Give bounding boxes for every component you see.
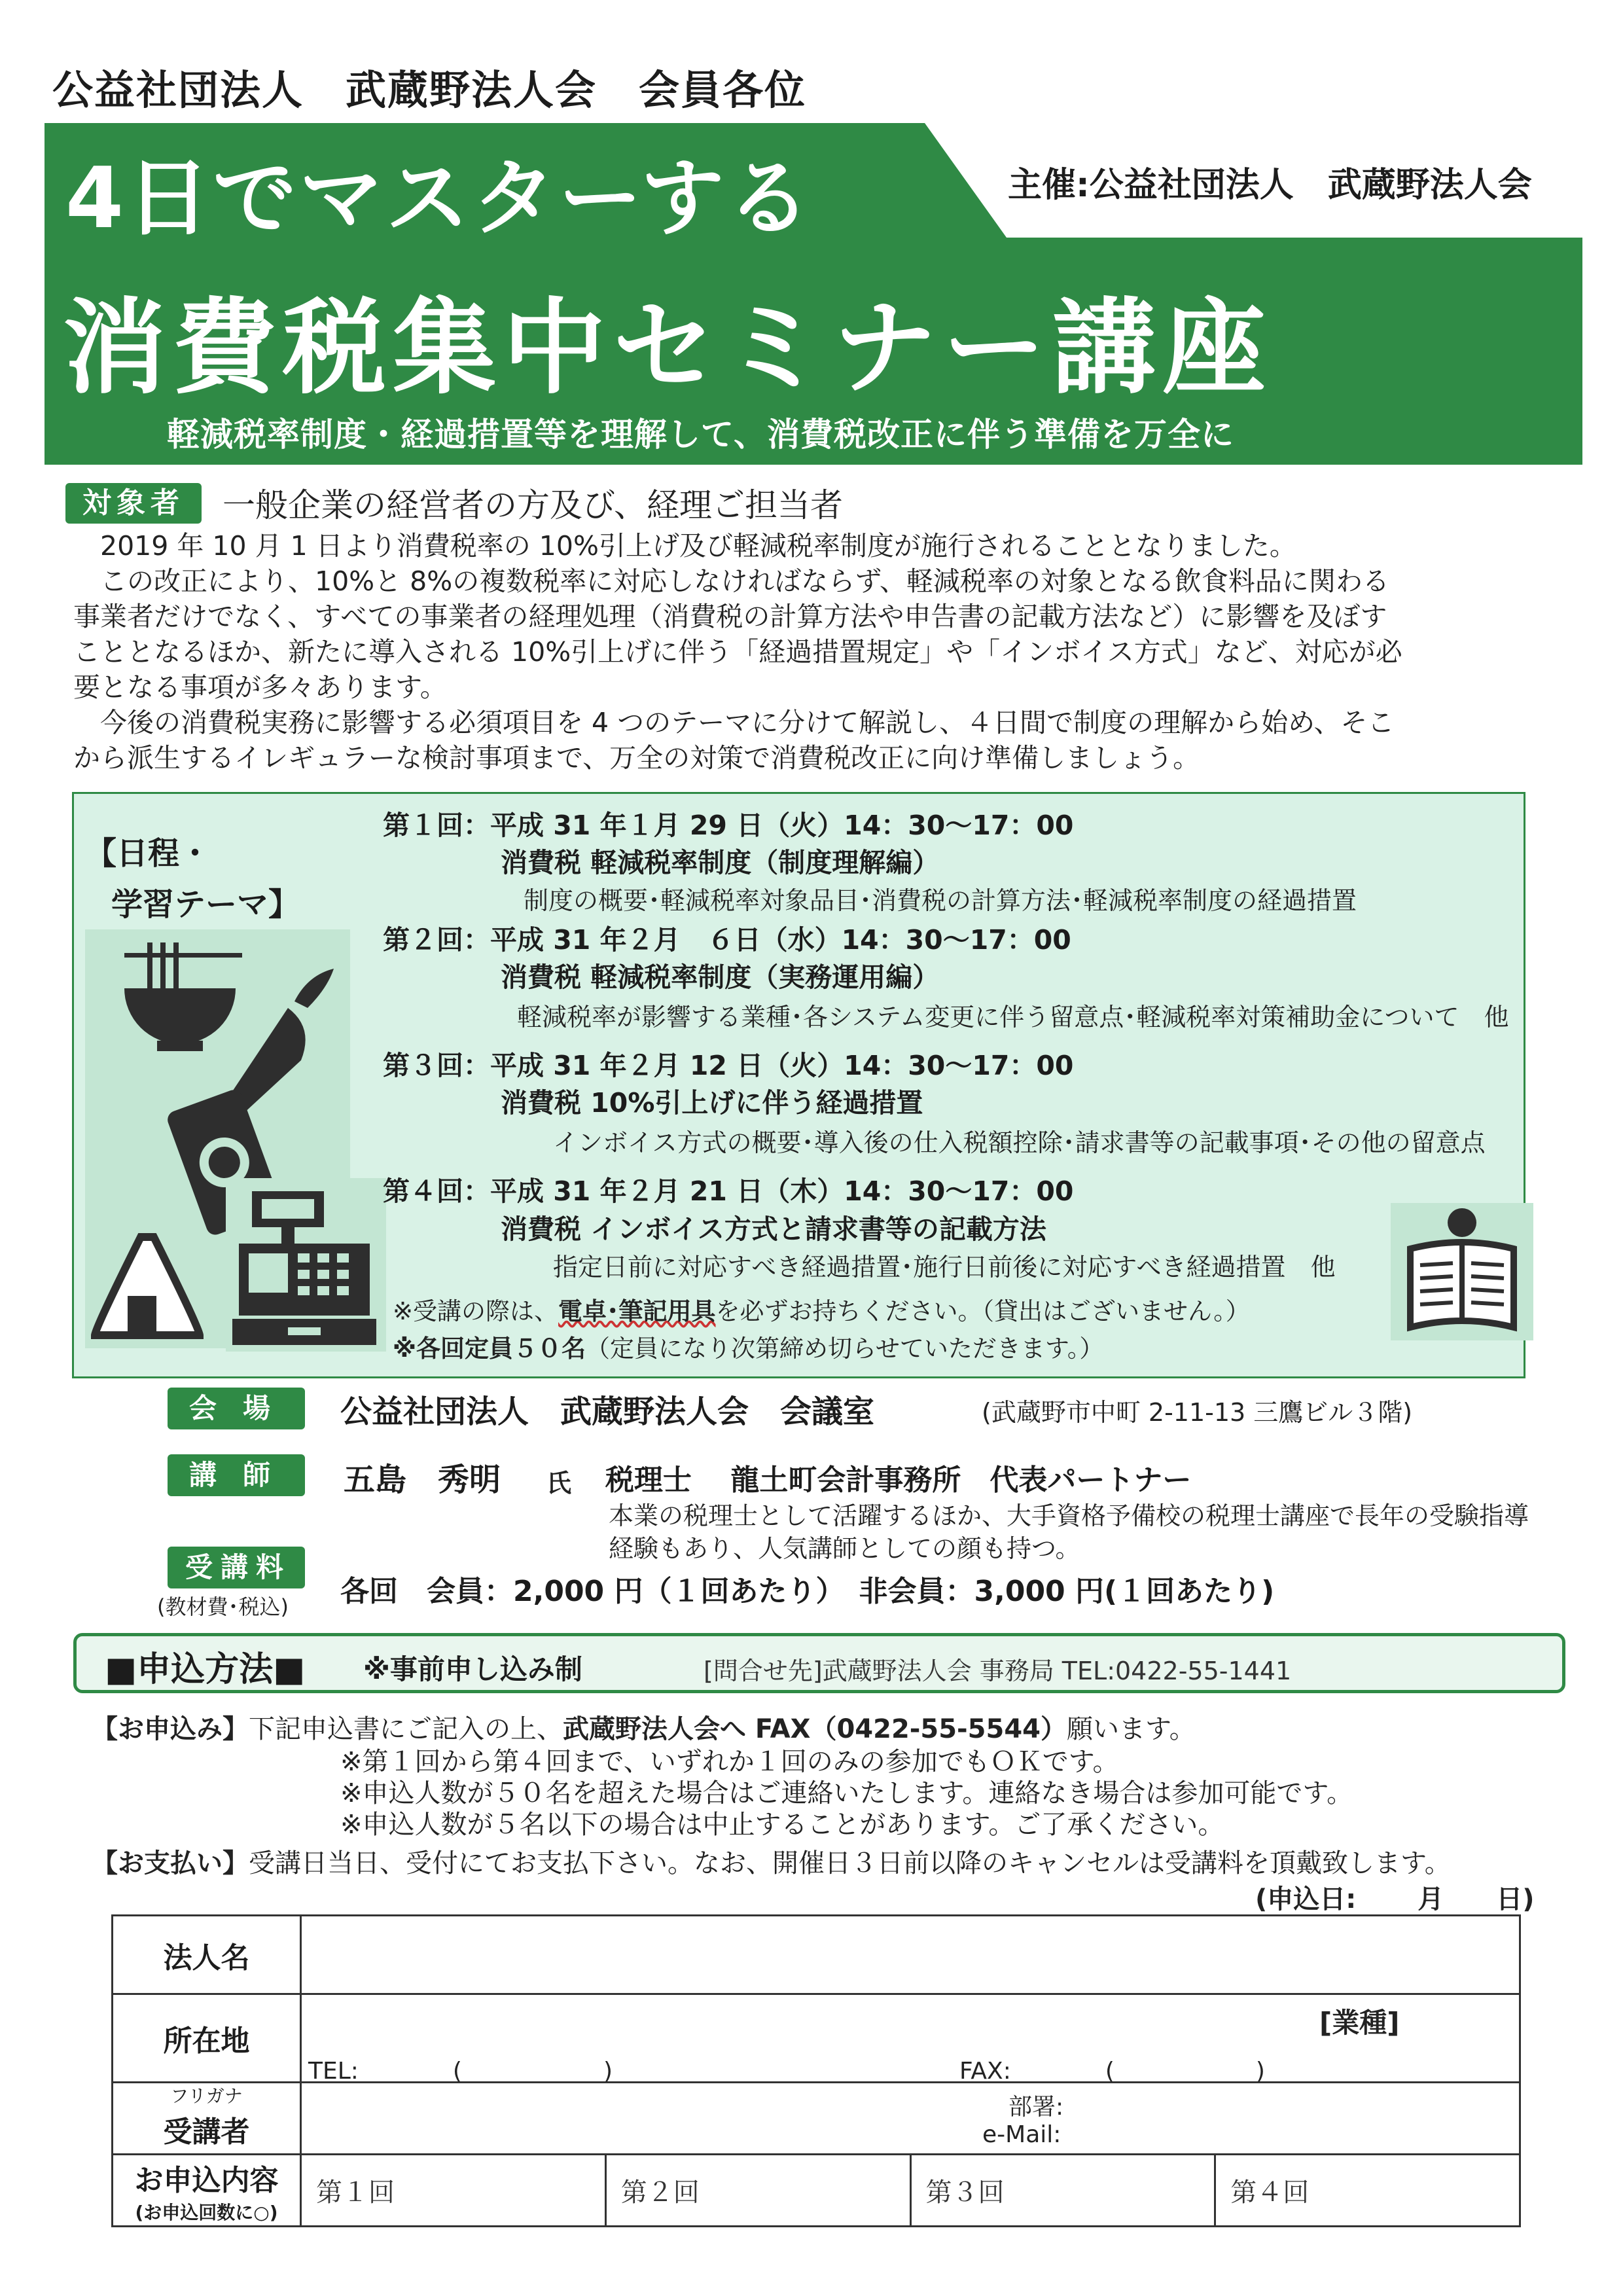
payment-instructions: 【お支払い】受講日当日、受付にてお支払下さい。なお、開催日３日前以降のキャンセルは受講料を頂戴致します。 [92, 1848, 1451, 1878]
intro-line: 要となる事項が多々あります。 [73, 672, 447, 703]
fee-text: 各回 会員：2,000 円（１回あたり） 非会員：3,000 円(１回あたり) [340, 1575, 1275, 1608]
reader-illustration-panel [1391, 1203, 1533, 1340]
intro-line: から派生するイレギュラーな検討事項まで、万全の対策で消費税改正に向け準備しましょう。 [73, 742, 1200, 774]
industry-label: [業種] [1319, 2007, 1400, 2039]
session-4-title: 消費税 インボイス方式と請求書等の記載方法 [501, 1213, 1046, 1245]
lecturer-bio: 経験もあり、人気講師としての顔も持つ。 [609, 1534, 1080, 1563]
session-3-choice[interactable]: 第３回 [910, 2155, 1215, 2227]
title-subtitle: 軽減税率制度・経過措置等を理解して、消費税改正に伴う準備を万全に [167, 416, 1234, 454]
venue-address: (武蔵野市中町 2-11-13 三鷹ビル３階) [982, 1398, 1413, 1427]
fee-label: 受講料 [168, 1547, 305, 1588]
lecturer-honorific: 氏 [546, 1469, 572, 1498]
intro-line: 今後の消費税実務に影響する必須項目を 4 つのテーマに分けて解説し、４日間で制度の理解から始め、そこ [73, 707, 1395, 738]
address-field[interactable] [301, 1994, 1520, 2083]
address-label-cell: 所在地 [113, 1994, 301, 2083]
session-4-desc: 指定日前に対応すべき経過措置･施行日前後に対応すべき経過措置 他 [553, 1253, 1336, 1282]
bring-items-note: ※受講の際は、電卓･筆記用具を必ずお持ちください。（貸出はございません。） [393, 1297, 1250, 1325]
venue-name: 公益社団法人 武蔵野法人会 会議室 [340, 1393, 875, 1430]
audience-line: 公益社団法人 武蔵野法人会 会員各位 [52, 66, 807, 114]
venue-label: 会場 [168, 1388, 305, 1429]
apply-title: ■申込方法■ [105, 1650, 306, 1689]
company-label-cell: 法人名 [113, 1916, 301, 1994]
intro-line: この改正により、10%と 8%の複数税率に対応しなければならず、軽減税率の対象となる飲食料品に関わる [73, 565, 1389, 597]
session-1-title: 消費税 軽減税率制度（制度理解編） [501, 847, 940, 878]
fee-sublabel: (教材費･税込) [157, 1594, 289, 1619]
intro-line: 2019 年 10 月 1 日より消費税率の 10%引上げ及び軽減税率制度が施行されることとなりました。 [73, 530, 1296, 562]
noodle-bowl-icon [124, 942, 242, 1051]
dept-field[interactable]: 部署: [1008, 2094, 1064, 2121]
application-date: (申込日: 月 日) [1255, 1884, 1535, 1914]
capacity-note: ※各回定員５０名（定員になり次第締め切らせていただきます。） [393, 1335, 1104, 1363]
fax-field[interactable]: FAX: ( ) [959, 2058, 1265, 2085]
session-2-desc: 軽減税率が影響する業種･各システム変更に伴う留意点･軽減税率対策補助金について 他 [517, 1003, 1509, 1031]
application-form [111, 1914, 1521, 2227]
session-1-choice[interactable]: 第１回 [301, 2155, 606, 2227]
application-note: ※第１回から第４回まで、いずれか１回のみの参加でもＯＫです。 [340, 1747, 1119, 1777]
intro-line: こととなるほか、新たに導入される 10%引上げに伴う「経過措置規定」や「インボイス方式」など、対応が必 [73, 636, 1402, 668]
session-1-head: 第１回：平成 31 年１月 29 日（火）14：30〜17：00 [383, 810, 1074, 841]
target-text: 一般企業の経営者の方及び、経理ご担当者 [223, 486, 843, 524]
session-1-desc: 制度の概要･軽減税率対象品目･消費税の計算方法･軽減税率制度の経過措置 [524, 886, 1357, 915]
application-note: ※申込人数が５０名を超えた場合はご連絡いたします。連絡なき場合は参加可能です。 [340, 1778, 1353, 1808]
lecturer-title: 税理士 龍土町会計事務所 代表パートナー [605, 1463, 1192, 1497]
application-note: ※申込人数が５名以下の場合は中止することがあります。ご了承ください。 [340, 1810, 1224, 1840]
rice-ball-icon [95, 1237, 200, 1335]
schedule-heading: 【日程・ 学習テーマ】 [85, 835, 300, 923]
attendee-field[interactable] [301, 2083, 1520, 2155]
session-3-desc: インボイス方式の概要･導入後の仕入税額控除･請求書等の記載事項･その他の留意点 [553, 1128, 1486, 1157]
register-illustration-panel [226, 1178, 386, 1352]
email-field[interactable]: e-Mail: [982, 2121, 1061, 2148]
cash-register-icon [226, 1178, 386, 1352]
apply-contact: [問合せ先]武蔵野法人会 事務局 TEL:0422-55-1441 [704, 1657, 1292, 1685]
session-4-head: 第４回：平成 31 年２月 21 日（木）14：30〜17：00 [383, 1175, 1074, 1207]
session-2-choice[interactable]: 第２回 [605, 2155, 910, 2227]
content-label-cell: お申込内容 (お申込回数に○) [113, 2155, 301, 2227]
target-label: 対象者 [65, 483, 202, 524]
title-line-2: 消費税集中セミナー講座 [63, 288, 1272, 408]
lecturer-name: 五島 秀明 [344, 1462, 501, 1498]
title-line-1: 4日でマスターする [65, 150, 813, 247]
session-4-choice[interactable]: 第４回 [1215, 2155, 1520, 2227]
intro-line: 事業者だけでなく、すべての事業者の経理処理（消費税の計算方法や申告書の記載方法など）に影響を及ぼす [73, 601, 1387, 632]
organizer: 主催:公益社団法人 武蔵野法人会 [1008, 166, 1532, 205]
tel-field[interactable]: TEL: ( ) [308, 2058, 613, 2085]
newspaper-reader-icon [1391, 1203, 1533, 1340]
lecturer-label: 講師 [168, 1454, 305, 1496]
company-name-field[interactable] [301, 1916, 1520, 1994]
lecturer-bio: 本業の税理士として活躍するほか、大手資格予備校の税理士講座で長年の受験指導 [609, 1501, 1529, 1530]
session-3-title: 消費税 10%引上げに伴う経過措置 [501, 1087, 923, 1119]
session-2-head: 第２回：平成 31 年２月 ６日（水）14：30〜17：00 [383, 924, 1071, 956]
apply-note: ※事前申し込み制 [363, 1653, 582, 1685]
session-2-title: 消費税 軽減税率制度（実務運用編） [501, 961, 940, 993]
application-instructions: 【お申込み】下記申込書にご記入の上、武蔵野法人会へ FAX（0422-55-5544）願います。 [92, 1714, 1196, 1744]
session-3-head: 第３回：平成 31 年２月 12 日（火）14：30〜17：00 [383, 1050, 1074, 1081]
attendee-label-cell: フリガナ 受講者 [113, 2083, 301, 2155]
